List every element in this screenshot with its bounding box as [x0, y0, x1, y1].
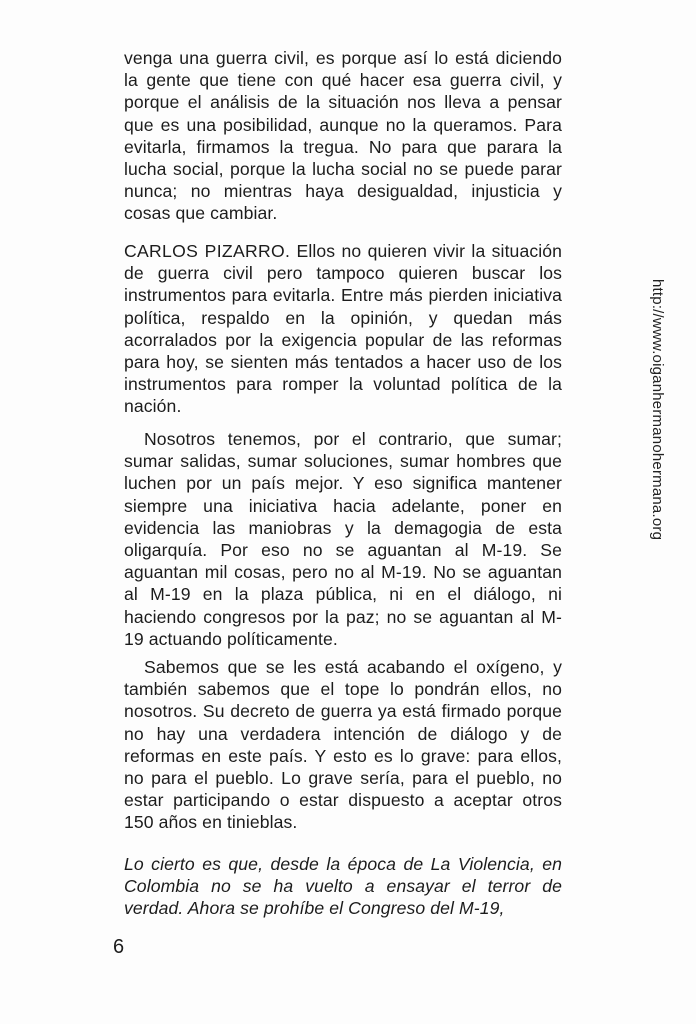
paragraph-2 [124, 240, 562, 418]
question-paragraph [124, 853, 562, 920]
paragraph-3-text: Nosotros tenemos, por el contrario, que sumar; sumar salidas, sumar soluciones, sumar hombres que luchen por un país mejor. Y eso significa mantener siempre una iniciativa hacia adelante, poner en evidencia las maniobras y la demagogia de esta oligarquía. Por eso no se aguantan al M-19. Se aguantan mil cosas, pero no al M-19. No se aguantan al M-19 en la plaza pública, ni en el diálogo, ni haciendo congresos por la paz; no se aguantan al M-19 actuando políticamente. [124, 429, 562, 649]
page-number: 6 [113, 936, 125, 958]
question-text: Lo cierto es que, desde la época de La Violencia, en Colombia no se ha vuelto a ensayar el terror de verdad. Ahora se prohíbe el Congreso del M-19, [124, 854, 562, 919]
paragraph-1-text: venga una guerra civil, es porque así lo está diciendo la gente que tiene con qué hacer esa guerra civil, y porque el análisis de la situación nos lleva a pensar que es una posibilidad, aunque no la queramos. Para evitarla, firmamos la tregua. No para que parara la lucha social, porque la lucha social no se puede parar nunca; no mientras haya desigualdad, injusticia y cosas que cambiar. [124, 48, 562, 224]
paragraph-2-text: Ellos no quieren vivir la situación de guerra civil pero tampoco quieren buscar los instrumentos para evitarla. Entre más pierden iniciativa política, respaldo en la opinión, y quedan más acorralados por la exigencia popular de las reformas para hoy, se sienten más tentados a hacer uso de los instrumentos para romper la voluntad política de la nación. [124, 241, 563, 417]
watermark-url: http://www.oiganhermanohermana.org [649, 279, 666, 541]
paragraph-4-text: Sabemos que se les está acabando el oxígeno, y también sabemos que el tope lo pondrán ellos, no nosotros. Su decreto de guerra ya está firmado porque no hay una verdadera intención de diálogo y de reformas en este país. Y esto es lo grave: para ellos, no para el pueblo. Lo grave sería, para el pueblo, no estar participando o estar dispuesto a aceptar otros 150 años en tinieblas. [124, 657, 562, 833]
speaker-name: CARLOS PIZARRO. [124, 241, 291, 261]
paragraph-2-body [124, 240, 562, 418]
paragraph-1 [124, 47, 562, 225]
paragraph-3 [124, 428, 562, 650]
paragraph-4 [124, 656, 562, 834]
